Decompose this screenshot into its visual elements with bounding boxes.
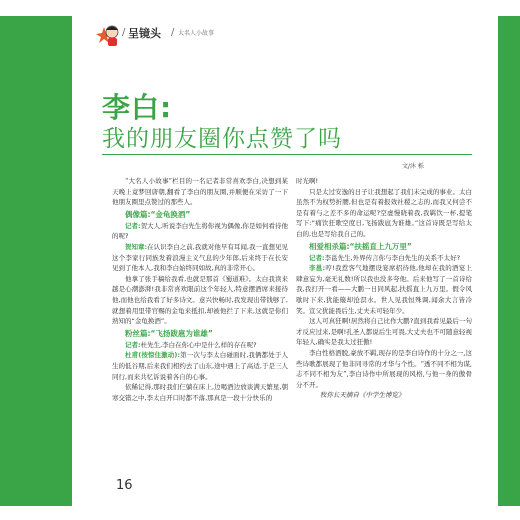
body-paragraph: 只是太过安逸的日子让我想起了我们未完成的事业。太白虽然不为权势折腰,但也是有着报效社稷之志的,而我又何尝不是有着与之差不多的命运呢?空虚慢晓着我,我羁饮一杯,提笔写下:“痛饮狂歌空度日,飞扬跋扈为谁雄。”这首诗既是写给太白的,也是写给我自己的。 bbox=[296, 187, 472, 238]
paragraph-text: 贺大人,听说李白先生将你视为偶像,你是如何看待他的呢? bbox=[112, 221, 288, 241]
interview-paragraph bbox=[296, 253, 472, 264]
interview-paragraph bbox=[112, 242, 288, 274]
paragraph-text: 在认识李白之前,我就对他早有耳闻,我一直想见见这个李家行同族发着浪漫主义气息的少年郎,后来终于在长安见到了他本人,我和李白始终同如故,真的非常开心。 bbox=[112, 242, 288, 273]
section-heading: 偶像篇:“金龟换酒” bbox=[125, 209, 191, 219]
paragraph-text: 第一次与李太白碰面时,我俩都处于人生的低谷期,后来我们相约去了山东,途中遇上了高适,于是三人同行,而来共忆诉说着各自的心事。 bbox=[112, 351, 288, 381]
speaker-label: 贺知章: bbox=[125, 242, 148, 251]
interview-paragraph bbox=[296, 263, 472, 316]
column-header bbox=[72, 16, 498, 48]
header-separator: / bbox=[171, 27, 175, 38]
paragraph-text: 李邕先生,外界传言你与李白先生的关系不太好? bbox=[324, 253, 461, 262]
section-heading: 粉丝篇:“飞扬跋扈为谁雄” bbox=[125, 328, 213, 338]
interview-paragraph bbox=[112, 350, 288, 382]
green-edge-band bbox=[498, 0, 520, 520]
source-credit: 牧你长天摘自《中学生博览》 bbox=[320, 391, 405, 400]
article-title-main: 李白: bbox=[102, 91, 173, 124]
column-subtitle: 大名人小故事 bbox=[178, 30, 215, 37]
right-text-column bbox=[296, 176, 472, 401]
column-name: 呈镜头 bbox=[128, 27, 161, 40]
paragraph-text: 杜先生,李白在你心中是什么样的存在呢? bbox=[140, 340, 257, 349]
title-rule bbox=[102, 154, 472, 155]
speaker-label: 记者: bbox=[125, 340, 141, 349]
paragraph-text: 哼!我惹客气地摆设宴席招待他,他却在我的酒宴上肆意妄为,毫无礼数!所以我也没多夸他。后来他写了一首诗给我,我打开一看——大鹏一日同风起,扶摇直上九万里。假令风歇时下来,犹能簸却沧溟水。世人见我恒殊调,闻余大言皆冷笑。宣父犹能畏后生,丈夫未可轻年少。 bbox=[296, 264, 473, 315]
bottom-margin bbox=[0, 506, 520, 520]
body-paragraph: 他拿了张手稿给我看,也就是那首《蜀道难》。太白我读来越是心潮澎湃!我非常喜欢眼前这个年轻人,特意摆酒席来接待他,而他也给我看了好多诗文。意兴快畅时,我发现出带钱够了,就想着用里带官赐的金龟来抵扣,却被他拦了下来,这就是你们熟知的“金龟换酒”。 bbox=[112, 274, 288, 326]
header-separator: / bbox=[122, 27, 126, 38]
green-side-band bbox=[0, 0, 72, 520]
mascot-icon bbox=[92, 22, 122, 48]
page-number: 16 bbox=[116, 478, 133, 493]
speaker-label: 李邕: bbox=[309, 264, 326, 273]
interview-paragraph bbox=[112, 340, 288, 351]
speaker-label: 记者: bbox=[125, 221, 141, 230]
body-paragraph: 时光啊! bbox=[296, 177, 319, 185]
interview-paragraph bbox=[112, 221, 288, 242]
body-paragraph: 这人可真狂啊!居然将自己比作大鹏?直到我看见最后一句才反应过来,是啊!孔圣人都说后生可畏,大丈夫也不可随意轻视年轻人,确实是我太过狂傲! bbox=[296, 317, 472, 347]
speaker-label: 记者: bbox=[309, 253, 325, 262]
speaker-label: 杜甫(按惊住激动): bbox=[125, 351, 180, 360]
top-margin bbox=[0, 0, 520, 16]
section-heading: 相爱相杀篇:“扶摇直上九万里” bbox=[309, 241, 412, 251]
article-title-sub: 我的朋友圈你点赞了吗 bbox=[102, 126, 342, 152]
page-sheet bbox=[72, 16, 498, 506]
left-text-column bbox=[112, 176, 288, 403]
body-paragraph: “大名人小故事”栏目的一名记者非常喜欢李白,决想到某天晚上竟梦回唐朝,翻看了李白的朋友圈,并顺便在采访了一下他朋友圈里点赞过的那些人。 bbox=[112, 177, 288, 207]
body-paragraph: 李白性格洒脱,豪放不羁,现存的是李白诗作的十分之一,这些诗歌都展现了他非同寻常的才华与个性。“透不同不相为谋,志不同不相为友”,李白诗作中所展现的风格,与他一身的傲骨分不开。 bbox=[296, 348, 472, 389]
author-byline: 文/沐 栎 bbox=[402, 163, 424, 170]
body-paragraph: 依稀记得,那时我们仨躺在床上,边喝酒边放谈满天繁星,朝寒交错之中,李太白开口时都不落,那真是一段十分快乐的 bbox=[112, 383, 288, 402]
